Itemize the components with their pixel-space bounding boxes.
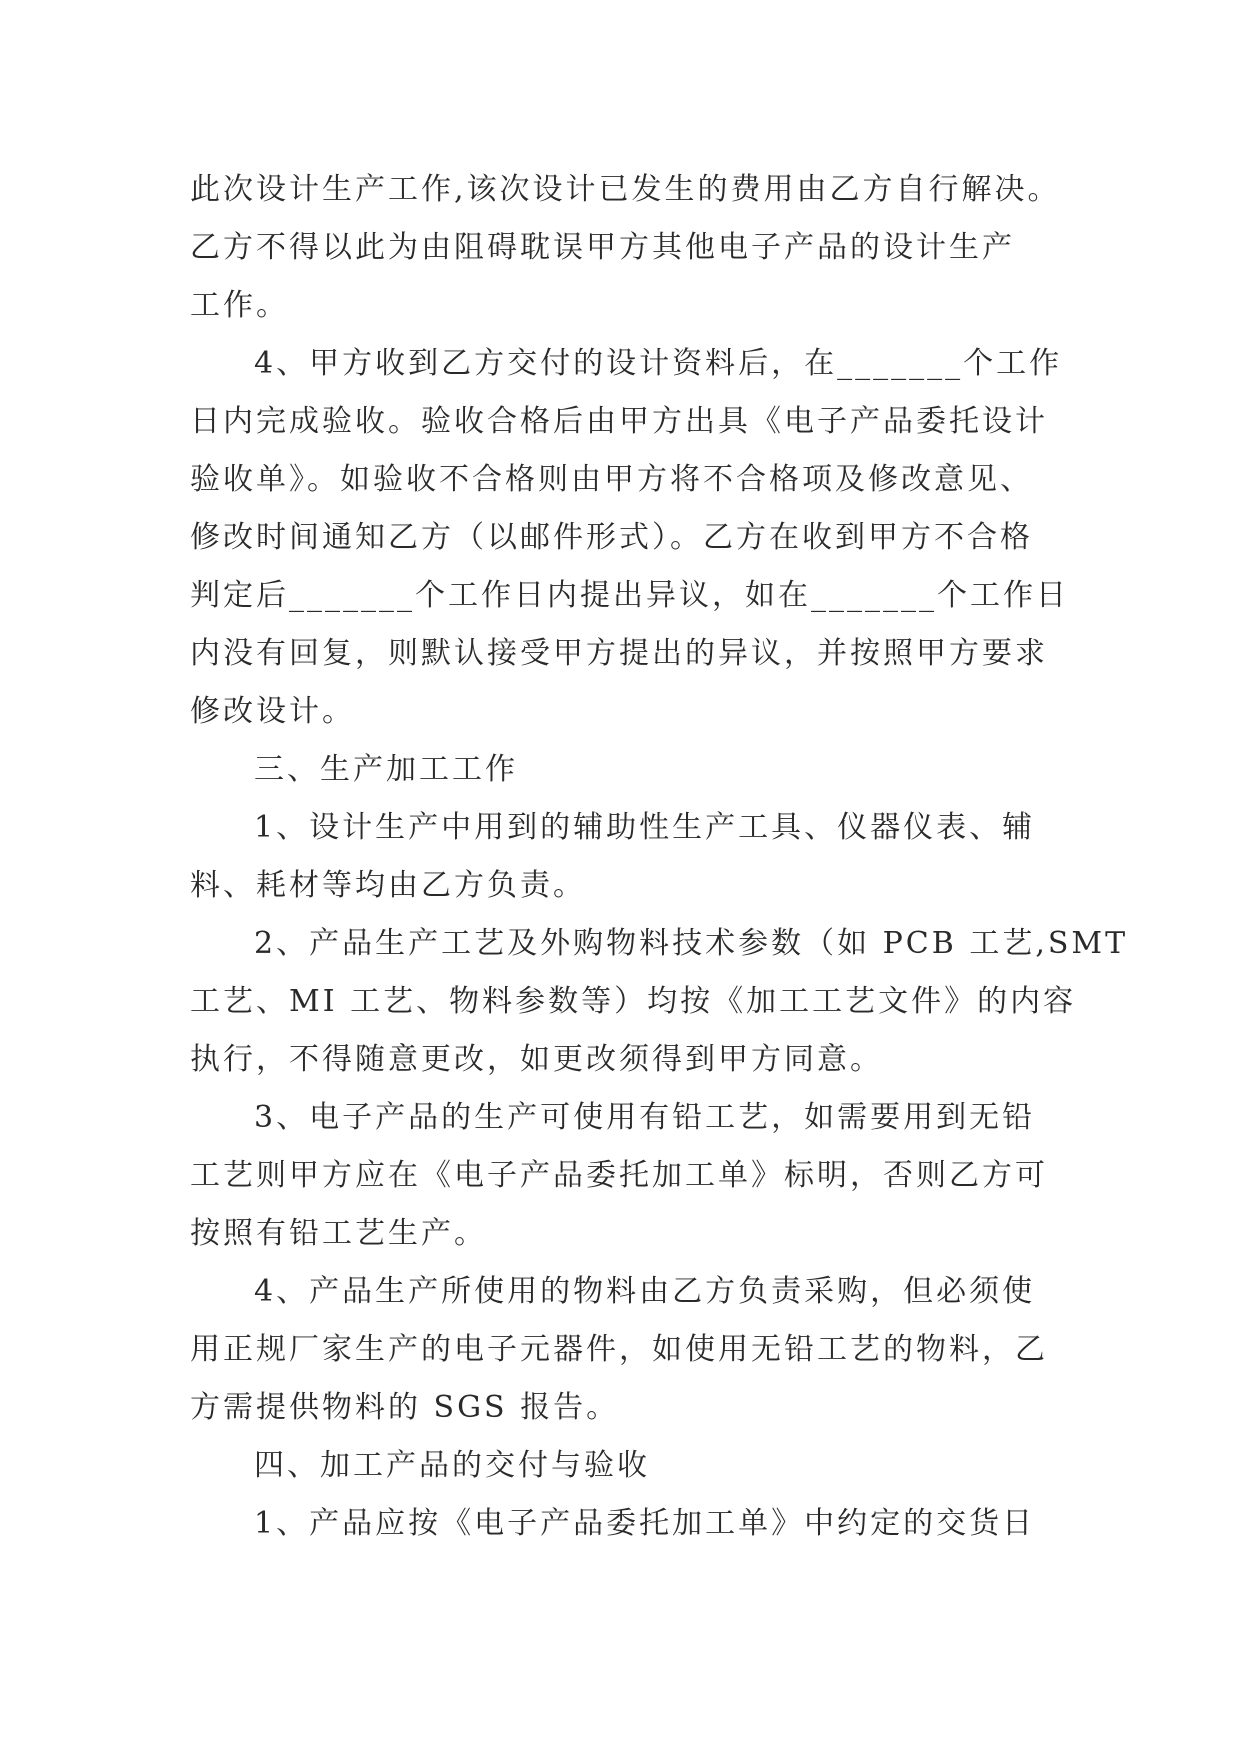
text-line: 工艺则甲方应在《电子产品委托加工单》标明，否则乙方可 [190,1158,1048,1193]
text-line: 工艺、MI 工艺、物料参数等）均按《加工工艺文件》的内容 [190,984,1077,1019]
text-line: 方需提供物料的 SGS 报告。 [190,1390,620,1425]
text-line: 料、耗材等均由乙方负责。 [190,868,586,903]
text-line: 日内完成验收。验收合格后由甲方出具《电子产品委托设计 [190,404,1048,439]
text-line: 4、产品生产所使用的物料由乙方负责采购，但必须使 [254,1274,1036,1309]
text-line: 三、生产加工工作 [254,752,518,787]
text-line: 1、设计生产中用到的辅助性生产工具、仪器仪表、辅 [254,810,1036,845]
text-line: 修改设计。 [190,694,355,729]
text-line: 4、甲方收到乙方交付的设计资料后，在_______个工作 [254,346,1063,381]
text-line: 用正规厂家生产的电子元器件，如使用无铅工艺的物料，乙 [190,1332,1048,1367]
text-line: 修改时间通知乙方（以邮件形式）。乙方在收到甲方不合格 [190,520,1033,555]
text-line: 3、电子产品的生产可使用有铅工艺，如需要用到无铅 [254,1100,1036,1135]
text-line: 1、产品应按《电子产品委托加工单》中约定的交货日 [254,1506,1036,1541]
text-line: 此次设计生产工作,该次设计已发生的费用由乙方自行解决。 [190,172,1061,207]
text-line: 工作。 [190,288,289,323]
text-line: 按照有铅工艺生产。 [190,1216,487,1251]
text-line: 判定后_______个工作日内提出异议，如在_______个工作日 [190,578,1069,613]
text-line: 四、加工产品的交付与验收 [254,1448,650,1483]
text-line: 内没有回复，则默认接受甲方提出的异议，并按照甲方要求 [190,636,1048,671]
text-line: 2、产品生产工艺及外购物料技术参数（如 PCB 工艺,SMT [254,926,1129,961]
document-body [190,161,1129,1553]
text-line: 验收单》。如验收不合格则由甲方将不合格项及修改意见、 [190,462,1033,497]
text-line: 执行，不得随意更改，如更改须得到甲方同意。 [190,1042,883,1077]
text-line: 乙方不得以此为由阻碍耽误甲方其他电子产品的设计生产 [190,230,1015,265]
